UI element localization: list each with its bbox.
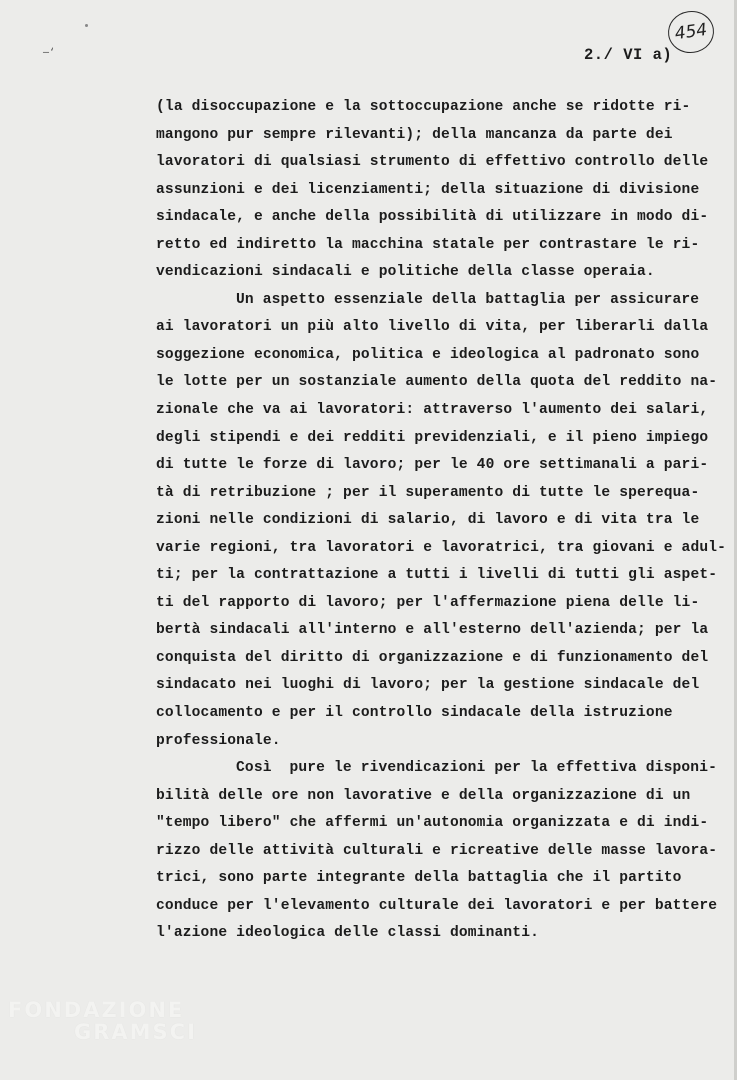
text-line: zioni nelle condizioni di salario, di lavoro e di vita tra le xyxy=(156,512,700,529)
text-line: degli stipendi e dei redditi previdenziali, e il pieno impiego xyxy=(156,429,709,446)
text-line: sindacato nei luoghi di lavoro; per la gestione sindacale del xyxy=(156,677,700,694)
margin-mark: —‘ xyxy=(43,48,56,59)
watermark-line-2: GRAMSCI xyxy=(74,1020,197,1044)
page-reference: 2./ VI a) xyxy=(584,46,673,64)
typewritten-text xyxy=(156,94,726,948)
text-line: assunzioni e dei licenziamenti; della situazione di divisione xyxy=(156,181,700,198)
text-line: retto ed indiretto la macchina statale per contrastare le ri- xyxy=(156,236,700,253)
watermark-line-1: FONDAZIONE xyxy=(8,998,185,1022)
text-line: "tempo libero" che affermi un'autonomia organizzata e di indi- xyxy=(156,815,709,832)
text-line: conquista del diritto di organizzazione e di funzionamento del xyxy=(156,649,709,666)
text-line: rizzo delle attività culturali e ricreative delle masse lavora- xyxy=(156,842,718,859)
text-line: collocamento e per il controllo sindacale della istruzione xyxy=(156,705,673,722)
text-line: ai lavoratori un più alto livello di vita, per liberarli dalla xyxy=(156,319,709,336)
text-line: (la disoccupazione e la sottoccupazione anche se ridotte ri- xyxy=(156,99,691,115)
text-line: conduce per l'elevamento culturale dei lavoratori e per battere xyxy=(156,897,718,914)
text-line: zionale che va ai lavoratori: attraverso l'aumento dei salari, xyxy=(156,402,709,419)
text-line: professionale. xyxy=(156,732,281,749)
paragraph-start-line: Un aspetto essenziale della battaglia per assicurare xyxy=(236,291,700,308)
text-line: di tutte le forze di lavoro; per le 40 ore settimanali a pari- xyxy=(156,457,709,474)
archive-watermark xyxy=(8,998,197,1044)
text-line: tà di retribuzione ; per il superamento di tutte le sperequa- xyxy=(156,484,700,501)
text-line: ti del rapporto di lavoro; per l'affermazione piena delle li- xyxy=(156,594,700,611)
text-line: vendicazioni sindacali e politiche della classe operaia. xyxy=(156,264,655,281)
text-line: l'azione ideologica delle classi dominanti. xyxy=(156,925,540,942)
paragraph-start-line: Così pure le rivendicazioni per la effettiva disponi- xyxy=(236,760,718,777)
text-line: varie regioni, tra lavoratori e lavoratrici, tra giovani e adul- xyxy=(156,539,727,556)
text-line: le lotte per un sostanziale aumento della quota del reddito na- xyxy=(156,374,718,391)
text-line: soggezione economica, politica e ideologica al padronato sono xyxy=(156,346,700,363)
text-line: trici, sono parte integrante della battaglia che il partito xyxy=(156,870,682,887)
text-line: ti; per la contrattazione a tutti i livelli di tutti gli aspet- xyxy=(156,567,718,584)
text-line: sindacale, e anche della possibilità di utilizzare in modo di- xyxy=(156,209,709,226)
text-line: bertà sindacali all'interno e all'esterno dell'azienda; per la xyxy=(156,622,709,639)
ink-speck xyxy=(85,24,88,27)
text-line: lavoratori di qualsiasi strumento di effettivo controllo delle xyxy=(156,154,709,171)
text-line: bilità delle ore non lavorative e della organizzazione di un xyxy=(156,787,691,804)
folio-number-circled: 454 xyxy=(665,8,716,56)
text-line: mangono pur sempre rilevanti); della mancanza da parte dei xyxy=(156,126,673,143)
